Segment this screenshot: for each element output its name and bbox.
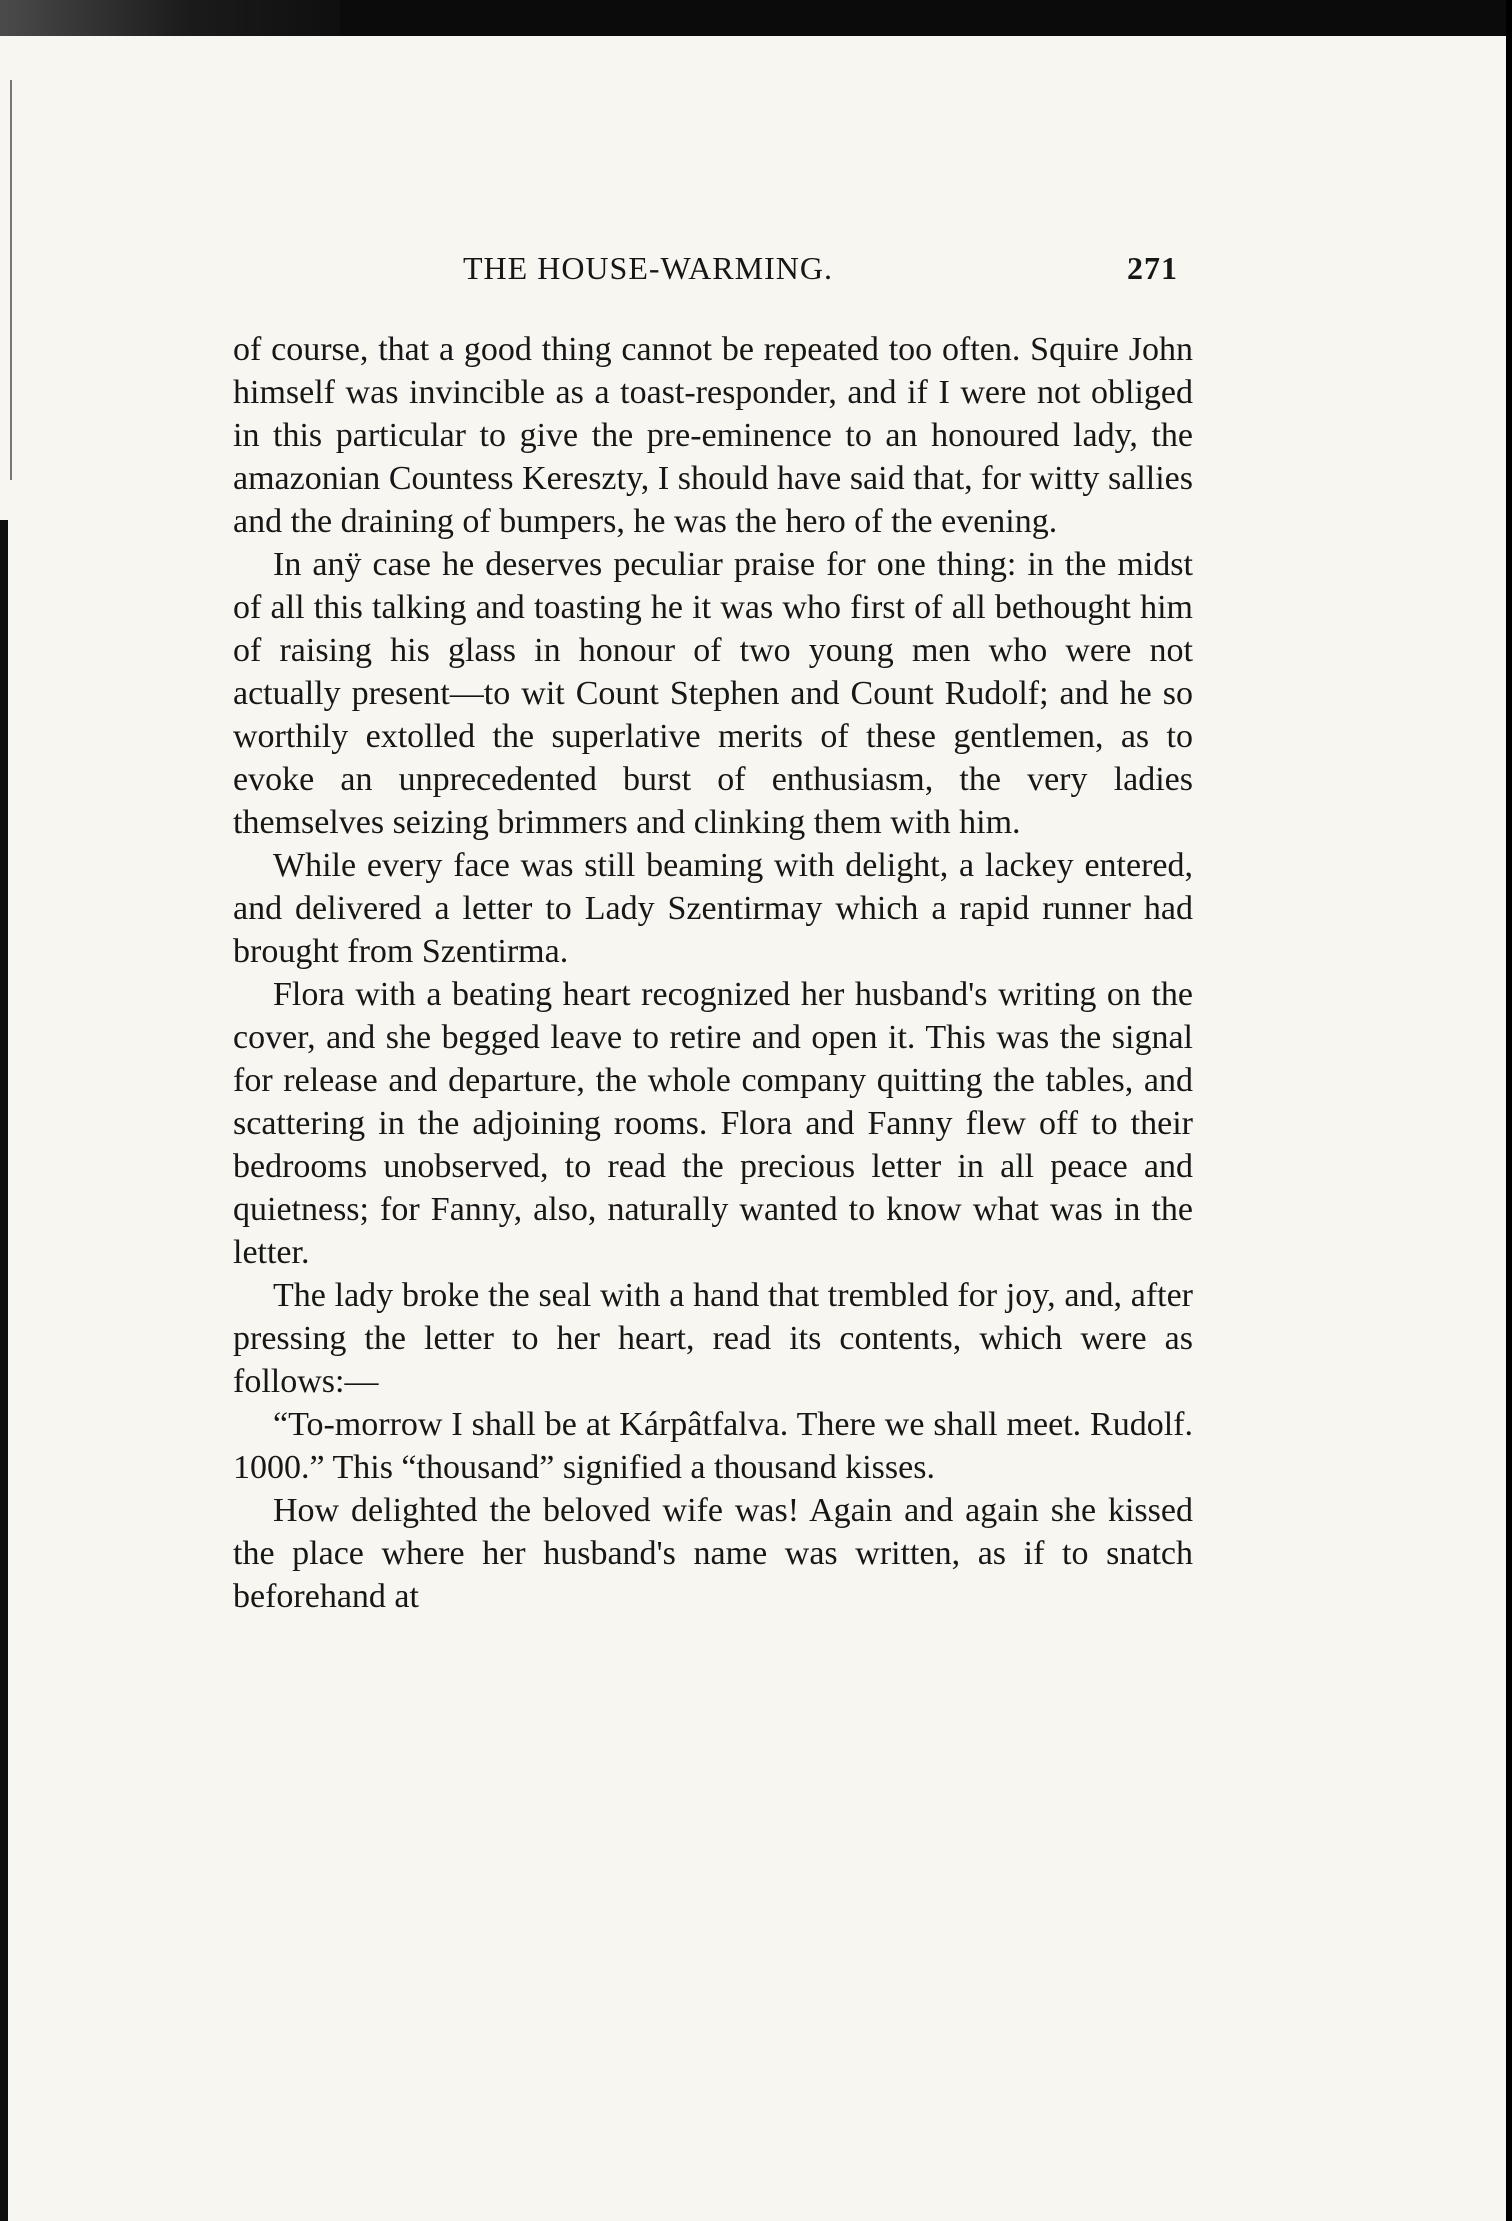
paragraph-7: How delighted the beloved wife was! Again and again she kissed the place where her husband's name was written, as if to snatch beforehand at xyxy=(233,1492,1193,1615)
running-title: THE HOUSE-WARMING. xyxy=(463,250,833,286)
paragraph-5: The lady broke the seal with a hand that trembled for joy, and, after pressing the letter to her heart, read its contents, which were as follows:— xyxy=(233,1277,1193,1400)
running-header xyxy=(233,250,1193,304)
body-text xyxy=(233,328,1193,1618)
paragraph-3: While every face was still beaming with delight, a lackey entered, and delivered a letter to Lady Szentirmay which a rapid runner had brought from Szentirma. xyxy=(233,847,1193,970)
paragraph-6: “To-morrow I shall be at Kárpâtfalva. There we shall meet. Rudolf. 1000.” This “thousand” signified a thousand kisses. xyxy=(233,1406,1193,1486)
page-number: 271 xyxy=(1127,250,1178,286)
scan-left-edge xyxy=(0,520,8,2221)
paragraph-2: In anÿ case he deserves peculiar praise for one thing: in the midst of all this talking and toasting he it was who first of all bethought him of raising his glass in honour of two young men who were not actually present—to wit Count Stephen and Count Rudolf; and he so worthily extolled the superlative merits of these gentlemen, as to evoke an unprecedented burst of enthusiasm, the very ladies themselves seizing brimmers and clinking them with him. xyxy=(233,546,1193,841)
paragraph-4: Flora with a beating heart recognized her husband's writing on the cover, and she begged leave to retire and open it. This was the signal for release and departure, the whole company quitting the tables, and scattering in the adjoining rooms. Flora and Fanny flew off to their bedrooms unobserved, to read the precious letter in all peace and quietness; for Fanny, also, naturally wanted to know what was in the letter. xyxy=(233,976,1193,1271)
scan-right-edge xyxy=(1506,0,1512,2221)
paragraph-1: of course, that a good thing cannot be repeated too often. Squire John himself was invincible as a toast-responder, and if I were not obliged in this particular to give the pre-eminence to an honoured lady, the amazonian Countess Kereszty, I should have said that, for witty sallies and the draining of bumpers, he was the hero of the evening. xyxy=(233,331,1193,540)
scan-left-shadow-thin xyxy=(10,80,12,480)
book-page xyxy=(233,250,1193,1618)
scan-top-border xyxy=(0,0,1512,36)
